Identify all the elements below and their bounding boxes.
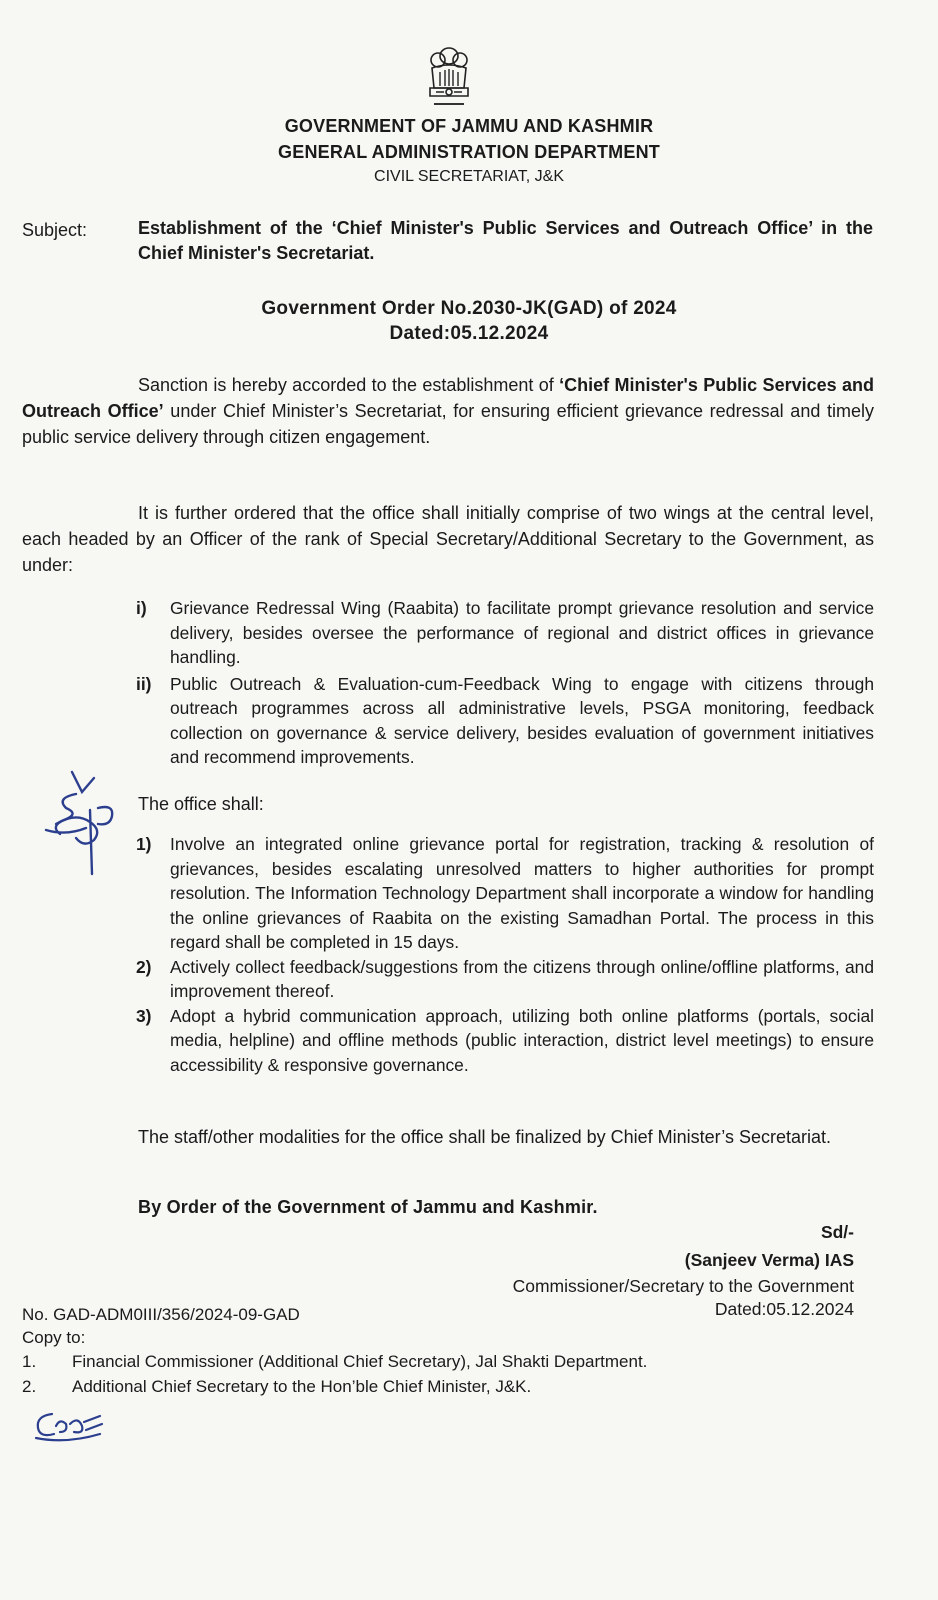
list-item-text: Public Outreach & Evaluation-cum-Feedback Wing to engage with citizens through outreach programmes across all administrative levels, PSGA monitoring, feedback collection on governance & service delivery, besides evaluation of government initiatives and recommend improvements.	[170, 673, 874, 767]
list-item	[136, 832, 874, 955]
signature-date: Dated:05.12.2024	[714, 1299, 854, 1319]
national-emblem-icon	[418, 42, 480, 112]
list-item-number: 3)	[136, 1005, 152, 1026]
modalities-paragraph	[22, 1124, 874, 1150]
list-item-number: 2)	[136, 956, 152, 977]
header-government: GOVERNMENT OF JAMMU AND KASHMIR	[284, 116, 654, 136]
copy-to-item	[22, 1352, 647, 1372]
signatory-designation: Commissioner/Secretary to the Government	[512, 1276, 854, 1296]
list-item-text: Involve an integrated online grievance portal for registration, tracking & resolution of grievances, besides escalating unresolved matters to higher authorities for prompt resolution. The Information Technology Department shall incorporate a window for handling the online grievances of Raabita on the existing Samadhan Portal. The process in this regard shall be completed in 15 days.	[170, 834, 874, 952]
order-date: Dated:05.12.2024	[389, 323, 549, 344]
signatory-name: (Sanjeev Verma) IAS	[684, 1250, 854, 1270]
list-item-text: Actively collect feedback/suggestions from the citizens through online/offline platforms, and improvement thereof.	[170, 956, 874, 1001]
copy-to-text: Additional Chief Secretary to the Hon’ble Chief Minister, J&K.	[72, 1377, 532, 1396]
wings-paragraph-text: It is further ordered that the office shall initially comprise of two wings at the central level, each headed by an Officer of the rank of Special Secretary/Additional Secretary to the Government, as under:	[22, 503, 874, 575]
initials-signature-icon	[30, 1404, 106, 1444]
copy-to-text: Financial Commissioner (Additional Chief Secretary), Jal Shakti Department.	[72, 1352, 648, 1371]
sanction-paragraph	[22, 372, 874, 450]
sanction-lead: Sanction is hereby accorded to the establishment of	[138, 375, 560, 395]
sanction-rest: under Chief Minister’s Secretariat, for ensuring efficient grievance redressal and timely public service delivery through citizen engagement.	[22, 401, 874, 447]
order-number: Government Order No.2030-JK(GAD) of 2024	[261, 298, 677, 319]
list-item-number: i)	[136, 598, 147, 618]
list-item	[136, 955, 874, 1004]
list-item	[136, 672, 874, 770]
reference-number: No. GAD-ADM0III/356/2024-09-GAD	[22, 1305, 300, 1324]
subject-text: Establishment of the ‘Chief Minister's Public Services and Outreach Office’ in the Chief Minister's Secretariat.	[138, 218, 873, 263]
subject-label: Subject:	[22, 220, 88, 240]
list-item-text: Grievance Redressal Wing (Raabita) to facilitate prompt grievance resolution and service delivery, besides oversee the performance of regional and district offices in grievance handling.	[170, 598, 874, 667]
list-item-text: Adopt a hybrid communication approach, utilizing both online platforms (portals, social media, helpline) and offline methods (public interaction, district level meetings) to ensure accessibility & responsive governance.	[170, 1005, 874, 1075]
wings-list	[136, 596, 874, 770]
header-secretariat: CIVIL SECRETARIAT, J&K	[374, 168, 564, 185]
modalities-text: The staff/other modalities for the office shall be finalized by Chief Minister’s Secretariat.	[138, 1127, 832, 1147]
list-item-number: 1)	[136, 834, 152, 854]
by-order-line: By Order of the Government of Jammu and Kashmir.	[138, 1197, 598, 1217]
copy-to-number: 1.	[22, 1352, 37, 1371]
copy-to-label: Copy to:	[22, 1328, 86, 1347]
office-shall-heading: The office shall:	[138, 794, 264, 814]
margin-signature-icon	[36, 764, 136, 884]
header-department: GENERAL ADMINISTRATION DEPARTMENT	[278, 142, 660, 162]
list-item	[136, 596, 874, 670]
list-item-number: ii)	[136, 673, 152, 694]
list-item	[136, 1004, 874, 1078]
wings-paragraph	[22, 500, 874, 578]
duties-list	[136, 832, 874, 1077]
copy-to-number: 2.	[22, 1377, 37, 1396]
copy-to-item	[22, 1377, 531, 1397]
signature-sd: Sd/-	[820, 1222, 854, 1242]
office-name: ‘Chief Minister's Public Services and Outreach Office’	[22, 375, 874, 421]
